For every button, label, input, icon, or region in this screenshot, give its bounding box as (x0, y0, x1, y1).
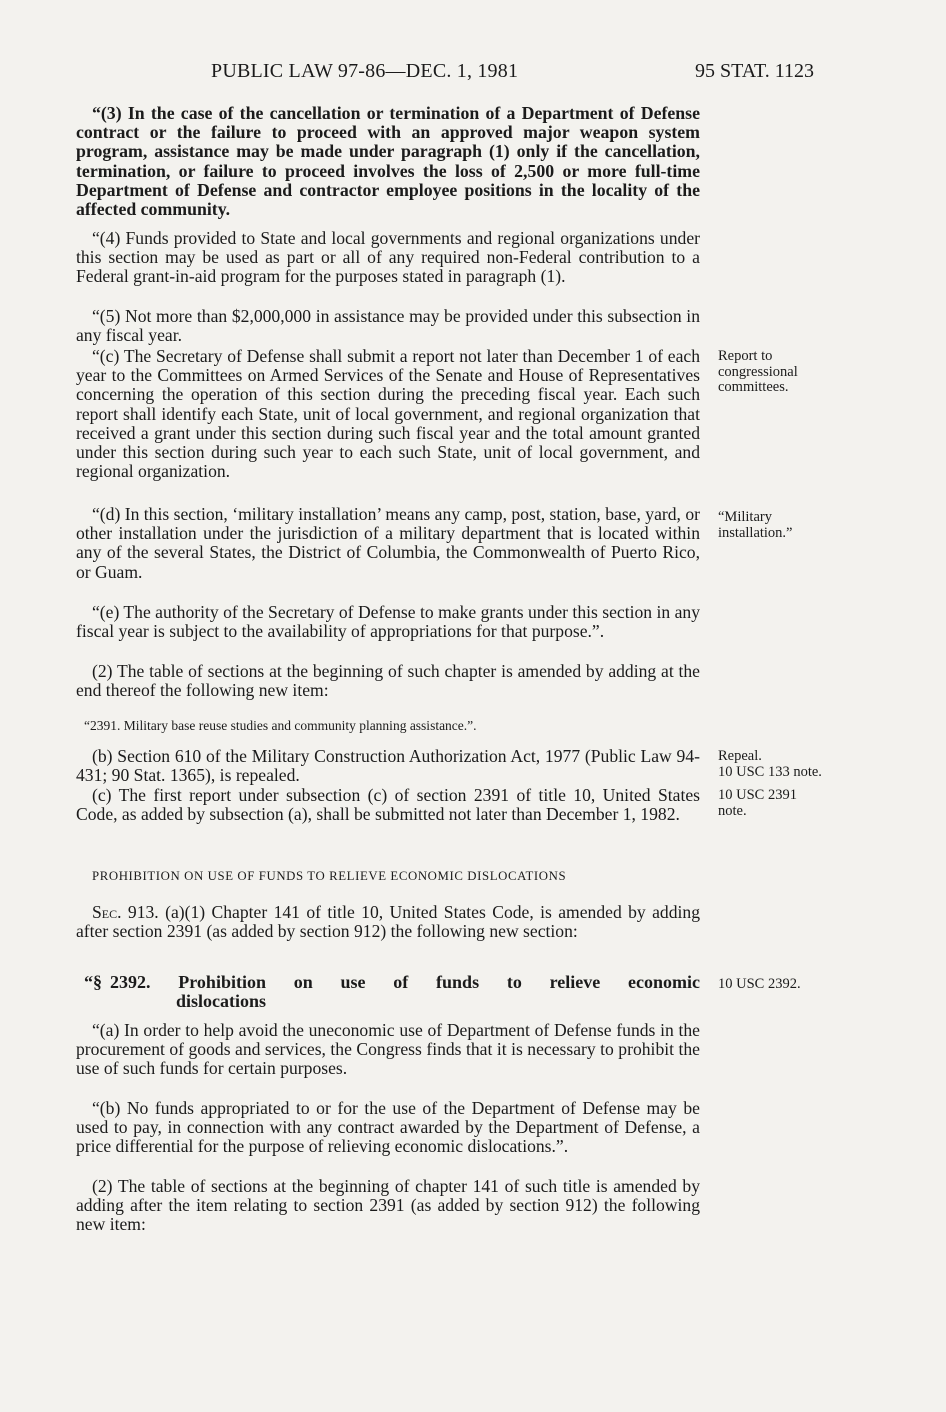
margin-note-repeal (718, 749, 822, 780)
section-2392-a: “(a) In order to help avoid the uneconomic use of Department of Defense funds in the procurement of goods and services, the Congress finds that it is necessary to prohibit the use of such funds for certain purposes. (76, 1020, 700, 1079)
paragraph-3: “(3) In the case of the cancellation or termination of a Department of Defense contract or the failure to proceed with an approved major weapon system program, assistance may be made under paragraph (1) only if the cancellation, termination, or failure to proceed involves the loss of 2,500 or more full-time Department of Defense and contractor employee positions in the locality of the affected community. (76, 103, 700, 220)
note-line: “Military (718, 509, 772, 525)
margin-note-10-usc-2392: 10 USC 2392. (718, 976, 801, 992)
note-line: committees. (718, 379, 789, 395)
subsection-d-definition: “(d) In this section, ‘military installation’ means any camp, post, station, base, yard, or other installation under the jurisdiction of a military department that is located within any of the several States, the District of Columbia, the Commonwealth of Puerto Rico, or Guam. (76, 504, 700, 582)
note-line: 10 USC 2391 (718, 787, 797, 803)
margin-note-report (718, 349, 798, 396)
note-line: installation.” (718, 524, 793, 541)
section-2392-title-line2: dislocations (176, 991, 267, 1011)
margin-note-military-installation (718, 510, 793, 541)
margin-note-10-usc-2391 (718, 788, 797, 819)
paragraph-4: “(4) Funds provided to State and local governments and regional organizations under this section may be used as part or all of any required non-Federal contribution to a Federal grant-in-aid program for the purposes stated in paragraph (1). (76, 228, 700, 287)
note-line: congressional (718, 363, 798, 380)
note-line: note. (718, 802, 747, 819)
section-2392-title-line1: 2392. Prohibition on use of funds to relieve economic (110, 972, 700, 992)
section-symbol: “§ (84, 972, 102, 992)
section-2392-b: “(b) No funds appropriated to or for the use of the Department of Defense may be used to pay, in connection with any contract awarded by the Department of Defense, a price differential for the purpose of relieving economic dislocations.”. (76, 1098, 700, 1157)
paragraph-5: “(5) Not more than $2,000,000 in assistance may be provided under this subsection in any fiscal year. (76, 306, 700, 346)
page-citation: 95 STAT. 1123 (695, 60, 814, 82)
subsection-c-report: “(c) The Secretary of Defense shall submit a report not later than December 1 of each year to the Committees on Armed Services of the Senate and House of Representatives concerning the operation of this section during the preceding fiscal year. Each such report shall identify each State, unit of local government, and regional organization that received a grant under this section during such fiscal year and the total amount granted under this section during such year to each such State, unit of local government, and regional organization. (76, 346, 700, 482)
subsection-c-first-report: (c) The first report under subsection (c) of section 2391 of title 10, United States Code, as added by subsection (a), shall be submitted not later than December 1, 1982. (76, 785, 700, 825)
sec-label: Sec. (92, 902, 122, 922)
table-item-2391: “2391. Military base reuse studies and community planning assistance.”. (84, 718, 477, 733)
subsection-b-repeal: (b) Section 610 of the Military Construction Authorization Act, 1977 (Public Law 94-431; 90 Stat. 1365), is repealed. (76, 746, 700, 786)
note-line: 10 USC 133 note. (718, 763, 822, 780)
running-title: PUBLIC LAW 97-86—DEC. 1, 1981 (211, 60, 519, 82)
subsection-e-authority: “(e) The authority of the Secretary of Defense to make grants under this section in any fiscal year is subject to the availability of appropriations for that purpose.”. (76, 602, 700, 642)
section-913-text (76, 903, 700, 941)
paragraph-2-table-amendment: (2) The table of sections at the beginning of such chapter is amended by adding at the end thereof the following new item: (76, 661, 700, 701)
note-line: Repeal. (718, 748, 762, 764)
section-heading: PROHIBITION ON USE OF FUNDS TO RELIEVE ECONOMIC DISLOCATIONS (92, 869, 567, 883)
note-line: Report to (718, 348, 773, 364)
paragraph-2-chapter-141-table: (2) The table of sections at the beginning of chapter 141 of such title is amended by adding after the item relating to section 2391 (as added by section 912) the following new item: (76, 1176, 700, 1235)
sec-913-body: 913. (a)(1) Chapter 141 of title 10, United States Code, is amended by adding after section 2391 (as added by section 912) the following new section: (76, 902, 700, 942)
